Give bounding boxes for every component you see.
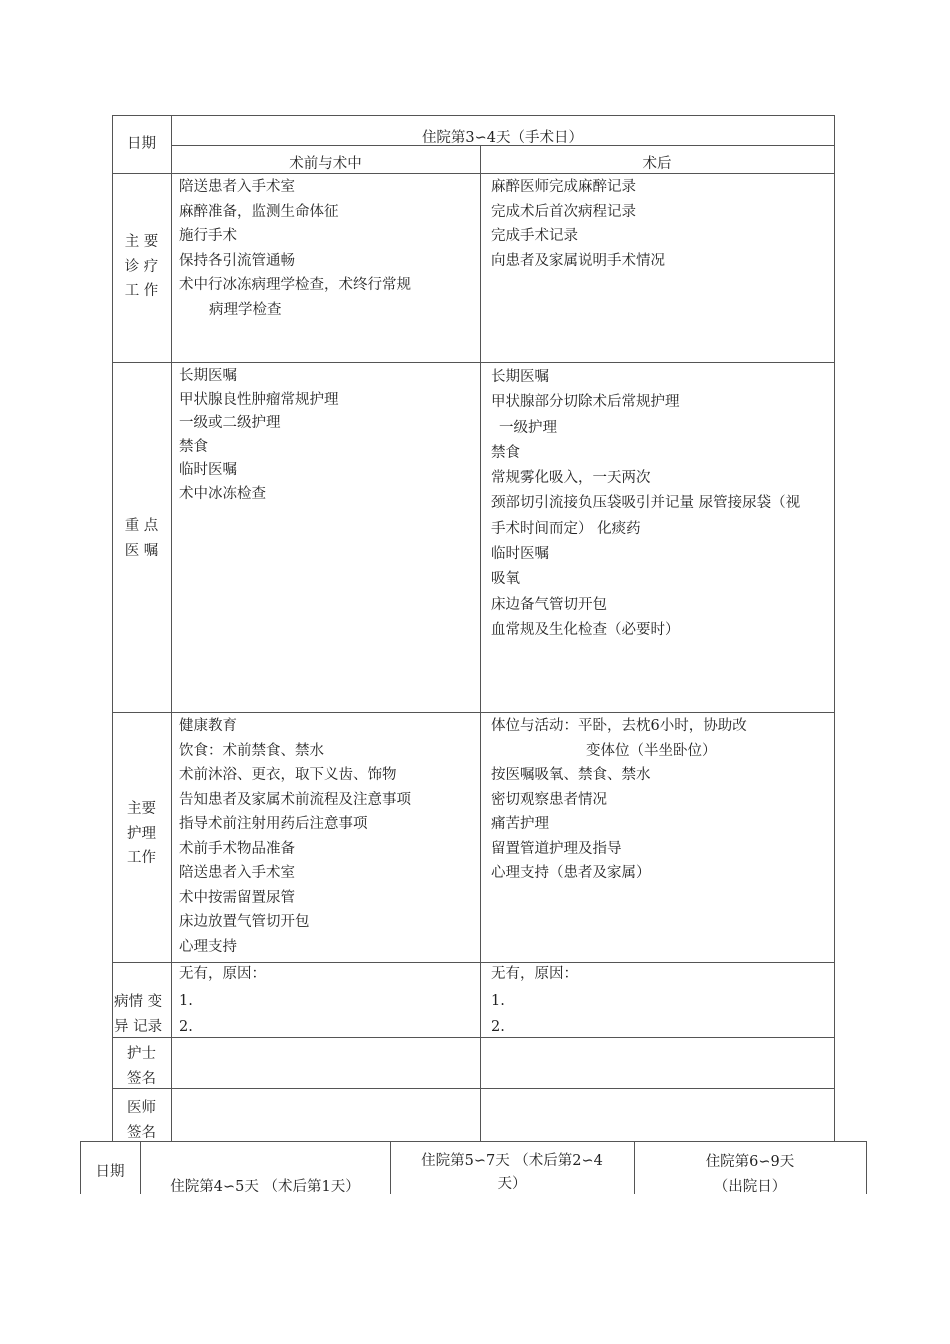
table2-col-day4-5: 住院第4∽5天 （术后第1天） xyxy=(170,1179,360,1195)
list-item: 常规雾化吸入，一天两次 xyxy=(491,470,651,487)
row-label-orders: 重 点 医 嘱 xyxy=(124,518,159,559)
date-label: 日期 xyxy=(127,136,156,152)
list-item: 甲状腺部分切除术后常规护理 xyxy=(491,394,680,411)
table2-col-day5-7: 住院第5∽7天 （术后第2∽4 天） xyxy=(421,1153,603,1192)
list-item: 饮食：术前禁食、禁水 xyxy=(179,742,324,759)
variance-post-list xyxy=(491,962,578,1040)
col-header-post: 术后 xyxy=(642,156,672,172)
list-item: 甲状腺良性肿瘤常规护理 xyxy=(179,391,339,408)
list-item: 床边放置气管切开包 xyxy=(179,914,310,930)
list-item: 颈部切引流接负压袋吸引并记量 尿管接尿袋（视 xyxy=(491,495,801,512)
list-item: 2. xyxy=(491,1019,505,1035)
doctor-signature-pre[interactable] xyxy=(172,1089,480,1141)
diagnosis-pre-list xyxy=(179,175,411,322)
list-item: 术中按需留置尿管 xyxy=(179,889,295,906)
list-item: 一级或二级护理 xyxy=(179,415,281,431)
list-item: 血常规及生化检查（必要时） xyxy=(491,621,680,638)
list-item: 无有，原因： xyxy=(179,966,266,982)
list-item: 手术时间而定） 化痰药 xyxy=(491,520,641,537)
list-item: 2. xyxy=(179,1019,193,1035)
nurse-signature-pre[interactable] xyxy=(172,1038,480,1088)
diagnosis-post-list xyxy=(491,175,665,273)
list-item: 术前手术物品准备 xyxy=(179,840,295,857)
doctor-signature-post[interactable] xyxy=(481,1089,834,1141)
list-item: 告知患者及家属术前流程及注意事项 xyxy=(179,791,411,808)
nursing-post-list xyxy=(491,714,747,886)
orders-post-list xyxy=(491,365,800,643)
list-item: 禁食 xyxy=(179,438,208,455)
list-item: 心理支持 xyxy=(179,938,237,955)
orders-pre-list xyxy=(179,365,339,506)
table2-date-label: 日期 xyxy=(95,1164,125,1180)
list-item: 麻醉医师完成麻醉记录 xyxy=(491,179,636,195)
list-item: 术中冰冻检查 xyxy=(179,485,266,502)
list-item: 麻醉准备，监测生命体征 xyxy=(179,203,339,220)
list-item: 按医嘱吸氧、禁食、禁水 xyxy=(491,767,651,783)
day-header: 住院第3∽4天（手术日） xyxy=(421,130,584,146)
list-item: 病理学检查 xyxy=(209,301,282,318)
row-label-nurse-sign: 护士 签名 xyxy=(127,1046,156,1087)
list-item: 术前沐浴、更衣，取下义齿、饰物 xyxy=(179,767,397,783)
list-item: 密切观察患者情况 xyxy=(491,791,607,808)
nursing-pre-list xyxy=(179,714,411,959)
list-item: 床边备气管切开包 xyxy=(491,596,607,613)
list-item: 禁食 xyxy=(491,444,520,461)
list-item: 完成手术记录 xyxy=(491,228,578,244)
nurse-signature-post[interactable] xyxy=(481,1038,834,1088)
row-label-variance: 病情 变 异 记录 xyxy=(114,994,163,1035)
list-item: 1. xyxy=(179,993,193,1009)
list-item: 健康教育 xyxy=(179,718,237,734)
list-item: 长期医嘱 xyxy=(179,368,237,384)
list-item: 长期医嘱 xyxy=(491,369,549,385)
list-item: 陪送患者入手术室 xyxy=(179,865,295,881)
list-item: 指导术前注射用药后注意事项 xyxy=(179,816,368,832)
list-item: 术中行冰冻病理学检查，术终行常规 xyxy=(179,277,411,293)
row-label-doctor-sign: 医师 签名 xyxy=(127,1100,156,1141)
list-item: 向患者及家属说明手术情况 xyxy=(491,252,665,269)
list-item: 陪送患者入手术室 xyxy=(179,179,295,195)
variance-pre-list xyxy=(179,962,266,1040)
list-item: 体位与活动：平卧，去枕6小时，协助改 xyxy=(491,718,747,734)
row-label-diagnosis: 主 要 诊 疗 工 作 xyxy=(124,234,159,299)
list-item: 1. xyxy=(491,993,505,1009)
list-item: 保持各引流管通畅 xyxy=(179,252,295,269)
row-label-nursing: 主要 护理 工作 xyxy=(127,801,156,866)
list-item: 心理支持（患者及家属） xyxy=(491,865,651,881)
list-item: 临时医嘱 xyxy=(491,546,549,563)
list-item: 变体位（半坐卧位） xyxy=(586,742,717,759)
col-header-pre: 术前与术中 xyxy=(289,156,362,172)
list-item: 无有，原因： xyxy=(491,966,578,982)
list-item: 一级护理 xyxy=(499,419,557,436)
list-item: 施行手术 xyxy=(179,228,237,244)
table2-col-day6-9: 住院第6∽9天 （出院日） xyxy=(705,1154,795,1195)
list-item: 完成术后首次病程记录 xyxy=(491,203,636,220)
list-item: 留置管道护理及指导 xyxy=(491,840,622,857)
list-item: 临时医嘱 xyxy=(179,462,237,478)
list-item: 痛苦护理 xyxy=(491,816,549,832)
list-item: 吸氧 xyxy=(491,571,520,588)
